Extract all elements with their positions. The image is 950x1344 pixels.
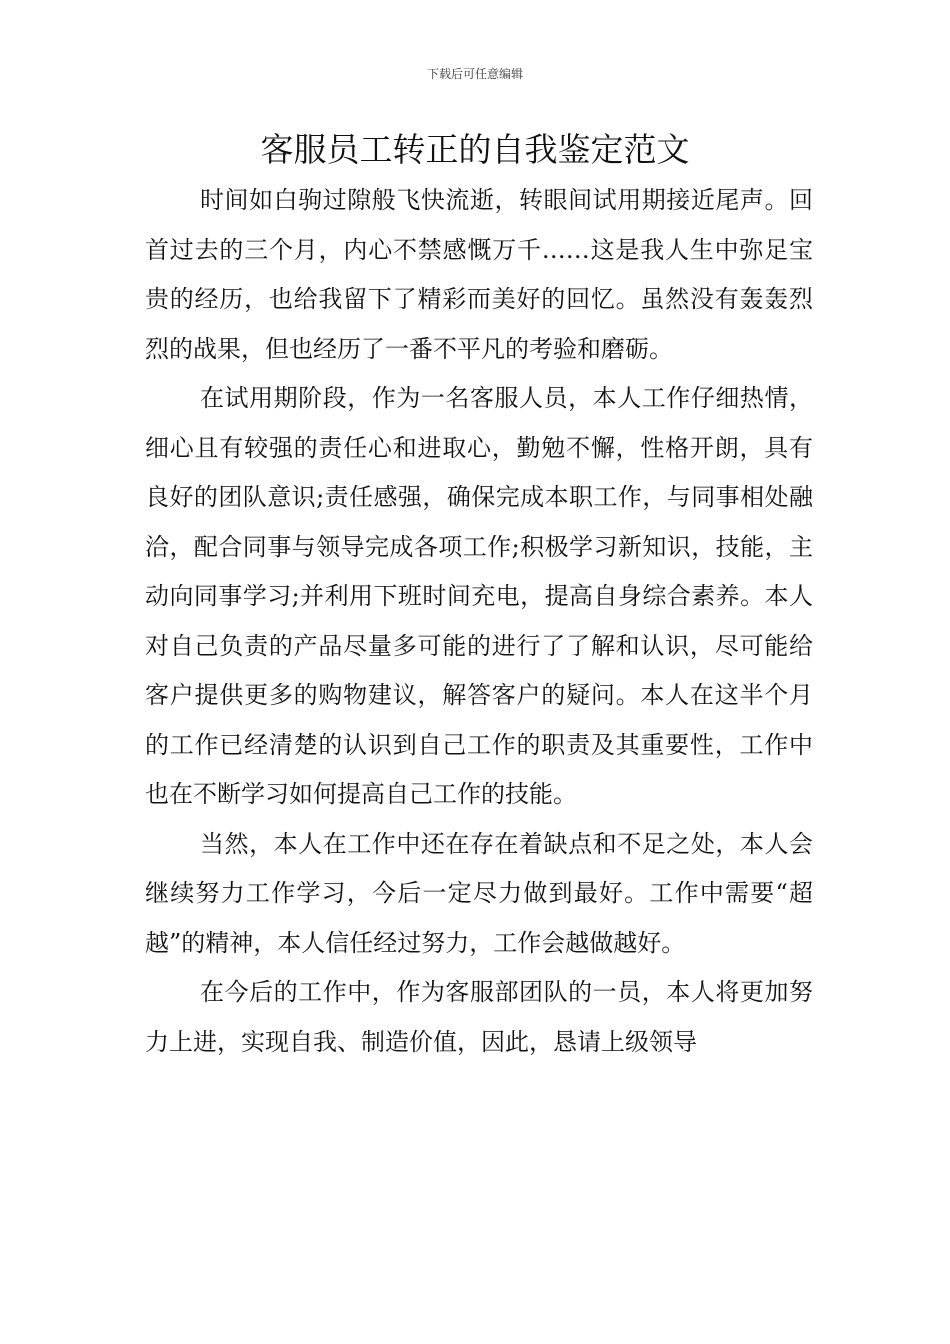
paragraph-1: 时间如白驹过隙般飞快流逝，转眼间试用期接近尾声。回首过去的三个月，内心不禁感慨万千……这是我人生中弥足宝贵的经历，也给我留下了精彩而美好的回忆。虽然没有轰轰烈烈的战果，但也经历了一番不平凡的考验和磨砺。 bbox=[145, 186, 813, 363]
paragraph-3: 当然，本人在工作中还在存在着缺点和不足之处，本人会继续努力工作学习，今后一定尽力做到最好。工作中需要“超越”的精神，本人信任经过努力，工作会越做越好。 bbox=[145, 829, 813, 957]
document-title: 客服员工转正的自我鉴定范文 bbox=[260, 130, 690, 169]
document-body bbox=[145, 176, 813, 1067]
paragraph-2: 在试用期阶段，作为一名客服人员，本人工作仔细热情，细心且有较强的责任心和进取心，勤勉不懈，性格开朗，具有良好的团队意识;责任感强，确保完成本职工作，与同事相处融洽，配合同事与领导完成各项工作;积极学习新知识，技能，主动向同事学习;并利用下班时间充电，提高自身综合素养。本人对自己负责的产品尽量多可能的进行了了解和认识，尽可能给客户提供更多的购物建议，解答客户的疑问。本人在这半个月的工作已经清楚的认识到自己工作的职责及其重要性，工作中也在不断学习如何提高自己工作的技能。 bbox=[145, 384, 813, 808]
header-note: 下载后可任意编辑 bbox=[426, 67, 523, 81]
paragraph-4: 在今后的工作中，作为客服部团队的一员，本人将更加努力上进，实现自我、制造价值，因此，恳请上级领导 bbox=[145, 978, 813, 1056]
